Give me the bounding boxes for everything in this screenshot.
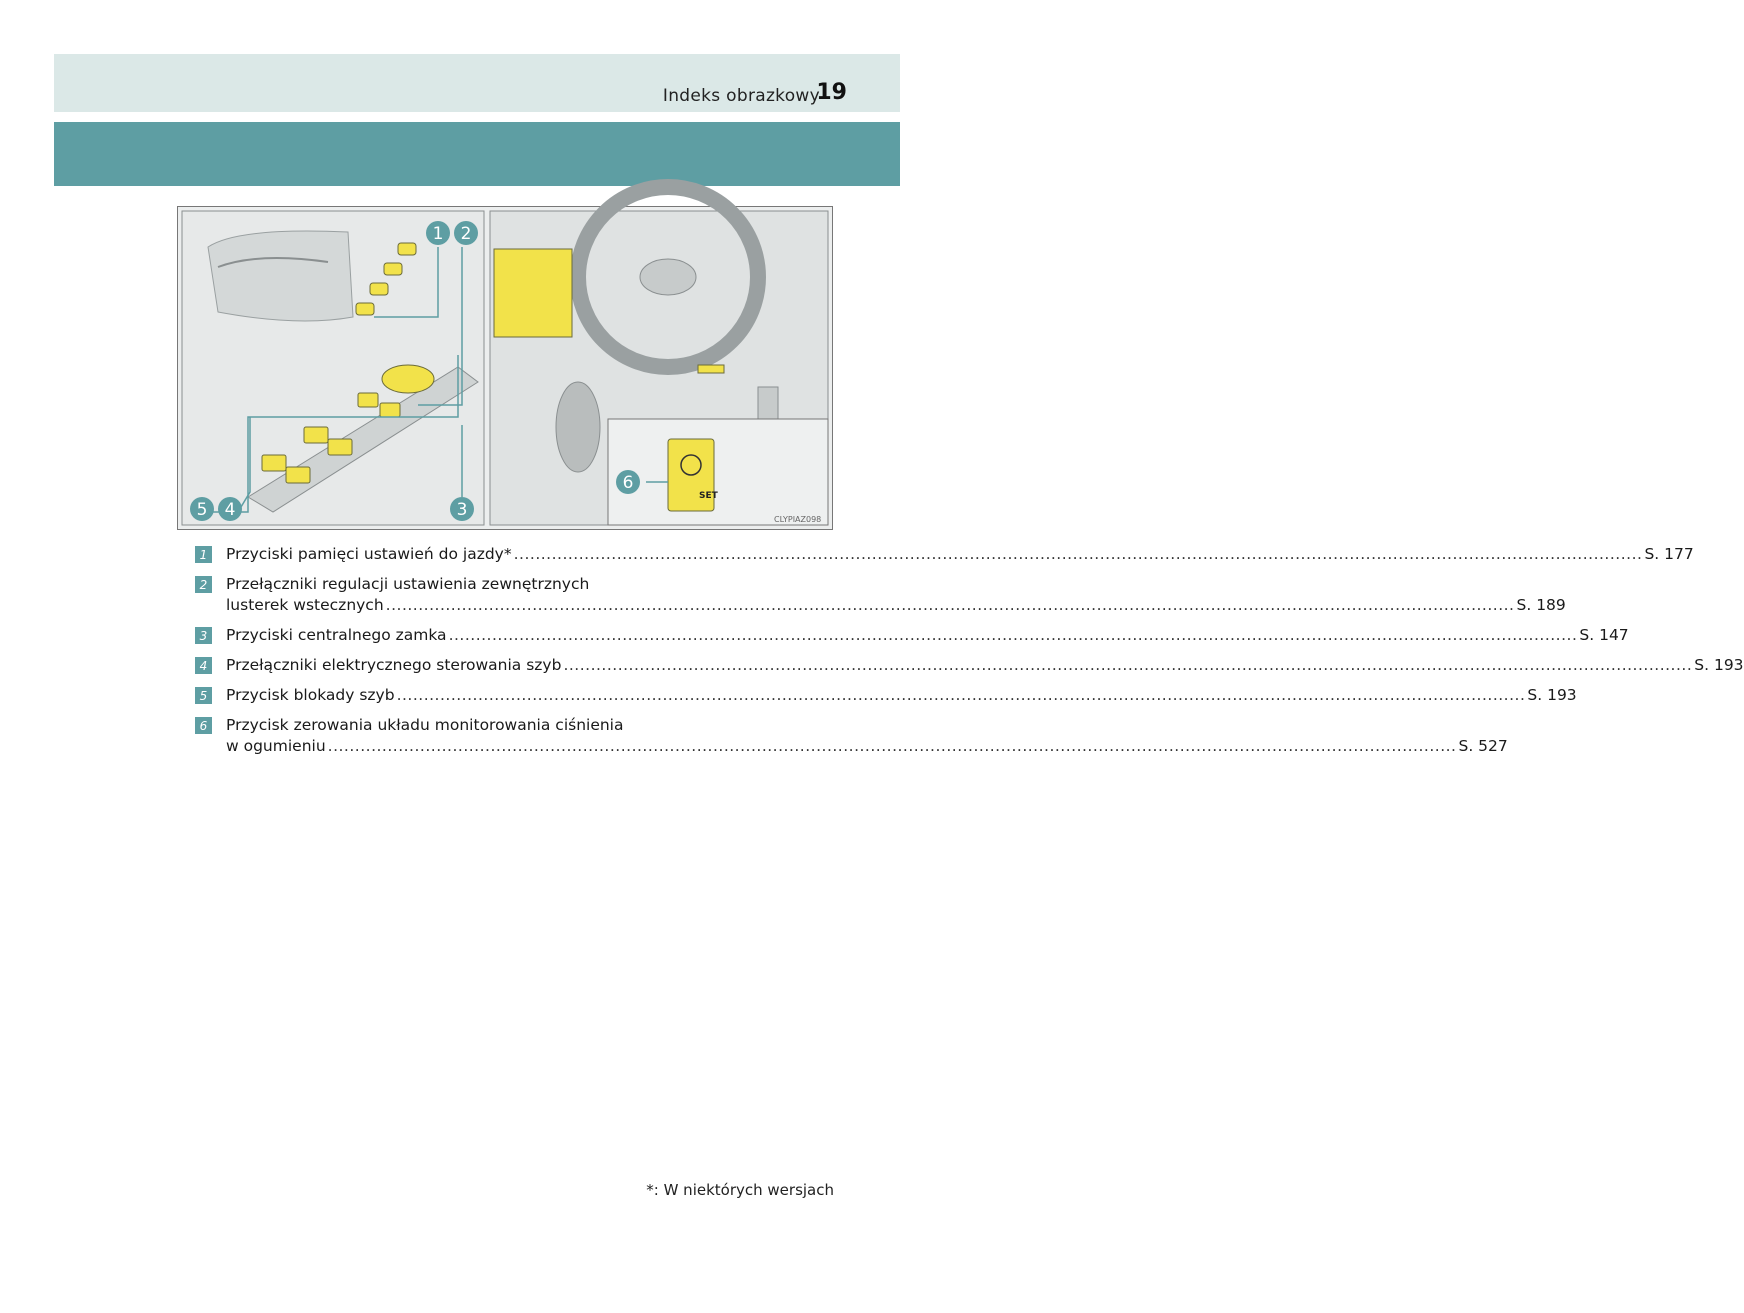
item-text: lusterek wstecznych (226, 596, 384, 614)
list-item (195, 625, 1629, 646)
callout-number: 5 (196, 500, 208, 520)
page-reference: S. 177 (1644, 545, 1694, 563)
item-number-badge: 3 (195, 627, 212, 644)
callout-number: 3 (456, 500, 468, 520)
page-reference: S. 193 (1694, 656, 1744, 674)
page-number: 19 (816, 80, 847, 105)
lock-button (380, 403, 400, 417)
callout-number: 2 (460, 224, 472, 244)
item-number-badge: 1 (195, 546, 212, 563)
dot-leader (449, 625, 1578, 646)
window-switch (286, 467, 310, 483)
callout-number: 1 (432, 224, 444, 244)
door-handle-recess (208, 231, 353, 321)
set-label: SET (699, 491, 718, 501)
speaker (556, 382, 600, 472)
item-text: Przełączniki regulacji ustawienia zewnętrznych (226, 575, 590, 593)
item-text: Przyciski centralnego zamka (226, 626, 447, 644)
tpms-button-face (681, 455, 701, 475)
index-list (195, 544, 1744, 766)
dot-leader (328, 736, 1457, 757)
item-text: Przełączniki elektrycznego sterowania szyb (226, 656, 562, 674)
page-reference: S. 193 (1527, 686, 1577, 704)
memory-button (356, 303, 374, 315)
dot-leader (397, 685, 1526, 706)
memory-button (398, 243, 416, 255)
section-bar (54, 122, 900, 186)
page-reference: S. 527 (1458, 737, 1508, 755)
footnote: *: W niektórych wersjach (646, 1181, 834, 1199)
lock-button (358, 393, 378, 407)
item-text: Przyciski pamięci ustawień do jazdy* (226, 545, 512, 563)
list-item (195, 655, 1744, 676)
item-number-badge: 2 (195, 576, 212, 593)
memory-button (384, 263, 402, 275)
callout-number: 4 (224, 500, 236, 520)
list-item (195, 685, 1577, 706)
door-switch-highlight (494, 249, 572, 337)
item-number-badge: 5 (195, 687, 212, 704)
item-number-badge: 4 (195, 657, 212, 674)
list-item (195, 544, 1694, 565)
list-item (195, 574, 1566, 616)
figure-code: CLYPIAZ098 (774, 515, 822, 524)
dashboard-illustration (177, 206, 833, 530)
tpms-inset (608, 419, 828, 525)
item-text: Przycisk zerowania układu monitorowania ciśnienia (226, 716, 624, 734)
mirror-control (382, 365, 434, 393)
item-number-badge: 6 (195, 717, 212, 734)
item-text: w ogumieniu (226, 737, 326, 755)
list-item (195, 715, 1508, 757)
dot-leader (563, 655, 1692, 676)
callout-number: 6 (622, 473, 634, 493)
window-switch (304, 427, 328, 443)
dot-leader (514, 544, 1643, 565)
lexus-emblem (640, 259, 696, 295)
window-switch (328, 439, 352, 455)
window-switch (262, 455, 286, 471)
dashboard-illustration-svg (178, 207, 832, 529)
dot-leader (386, 595, 1515, 616)
memory-button (370, 283, 388, 295)
tpms-location-marker (698, 365, 724, 373)
page-reference: S. 147 (1579, 626, 1629, 644)
page-reference: S. 189 (1516, 596, 1566, 614)
item-text: Przycisk blokady szyb (226, 686, 395, 704)
page-header-title: Indeks obrazkowy (662, 86, 820, 106)
